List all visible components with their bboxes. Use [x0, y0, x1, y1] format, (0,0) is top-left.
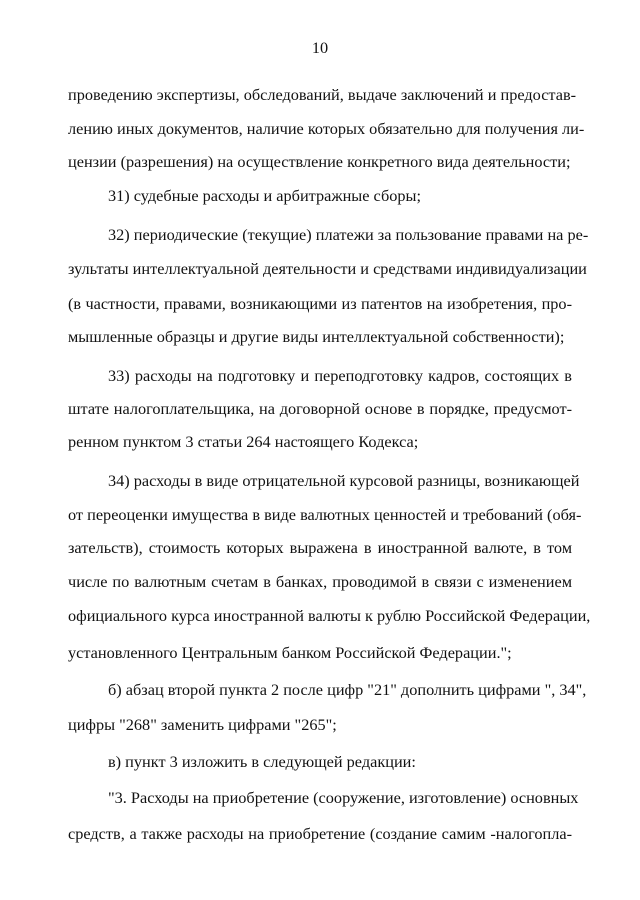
- text-line: зательств), стоимость которых выражена в иностранной валюте, в том: [68, 538, 572, 557]
- text-line: 33) расходы на подготовку и переподготовку кадров, состоящих в: [108, 366, 572, 385]
- text-line: лению иных документов, наличие которых обязательно для получения ли-: [68, 119, 585, 138]
- text-line: б) абзац второй пункта 2 после цифр "21" дополнить цифрами ", 34",: [108, 680, 587, 699]
- page-number: 10: [311, 38, 329, 57]
- text-line: средств, а также расходы на приобретение (создание самим -налогопла-: [68, 824, 572, 843]
- text-line: "3. Расходы на приобретение (сооружение, изготовление) основных: [108, 788, 579, 807]
- text-line: 34) расходы в виде отрицательной курсовой разницы, возникающей: [108, 471, 580, 490]
- text-line: штате налогоплательщика, на договорной основе в порядке, предусмот-: [68, 399, 572, 418]
- text-line: установленного Центральным банком Российской Федерации.";: [68, 643, 512, 662]
- text-line: ренном пунктом 3 статьи 264 настоящего Кодекса;: [68, 432, 419, 451]
- text-line: мышленные образцы и другие виды интеллектуальной собственности);: [68, 327, 565, 346]
- text-line: в) пункт 3 изложить в следующей редакции:: [108, 752, 416, 771]
- text-line: цензии (разрешения) на осуществление конкретного вида деятельности;: [68, 152, 571, 171]
- text-line: проведению экспертизы, обследований, выдаче заключений и предостав-: [68, 85, 577, 104]
- text-line: цифры "268" заменить цифрами "265";: [68, 715, 337, 734]
- text-line: от переоценки имущества в виде валютных ценностей и требований (обя-: [68, 505, 582, 524]
- text-line: числе по валютным счетам в банках, проводимой в связи с изменением: [68, 572, 572, 591]
- text-line: официального курса иностранной валюты к рублю Российской Федерации,: [68, 606, 591, 625]
- text-line: зультаты интеллектуальной деятельности и средствами индивидуализации: [68, 259, 587, 278]
- text-line: 31) судебные расходы и арбитражные сборы;: [108, 186, 421, 205]
- text-line: (в частности, правами, возникающими из патентов на изобретения, про-: [68, 294, 572, 313]
- text-line: 32) периодические (текущие) платежи за пользование правами на ре-: [108, 225, 589, 244]
